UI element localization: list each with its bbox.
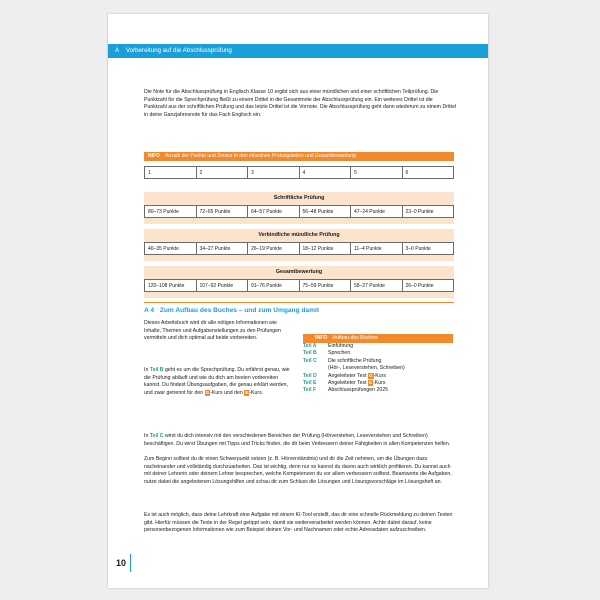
points-cell: 26–19 Punkte [248,243,300,255]
points-cell: 40–35 Punkte [145,243,197,255]
info-tag: INFO [315,335,328,341]
points-cell: 26–0 Punkte [402,280,454,292]
total-score-table [144,279,454,292]
points-cell: 120–108 Punkte [145,280,197,292]
part-desc-suffix: -Kurs [373,372,386,379]
section-title: Verbindliche mündliche Prüfung [144,229,454,241]
list-item [303,387,453,394]
grade-cell: 4 [299,167,351,179]
written-exam-table [144,205,454,218]
points-cell: 72–65 Punkte [196,206,248,218]
part-label: Teil E [303,380,317,387]
page-number-rule [130,554,131,572]
e-course-badge: E [245,389,249,395]
table-row [145,167,454,179]
info-box-header [303,334,453,343]
document-page [108,14,488,588]
p3-pre: In [144,433,149,439]
part-label [303,365,328,372]
chapter-section-letter: A [115,47,120,54]
part-desc: Abschlussprüfungen 2025 [328,387,388,394]
p2-pre: In [144,367,149,373]
page-number: 10 [116,558,127,568]
grade-cell: 5 [351,167,403,179]
part-label: Teil C [303,357,317,364]
a4-title: Zum Aufbau des Buches – und zum Umgang damit [159,307,319,314]
part-desc: (Hör-, Leseverstehen, Schreiben) [328,365,405,372]
a4-paragraph-4: Zum Beginn solltest du dir einen Schwerpunkt setzen (z. B. Hörverständnis) und dir die Zeit nehmen, um die Übungen dazu nacheinander und vollständig durchzuarbeiten. Das ist wichtig, denn nur so kannst du davon auch wirklich profitieren. Du kannst auch mit deiner Lehrerin oder deinem Lehrer besprechen, welche Kompetenzen du vor allem verbessern solltest. Beantworte die Aufgaben, nutze dabei die angebotenen Lösungshilfen und schau dir zum Schluss die Lösungen und Lösungsvorschläge im Lösungsheft an. [144,456,452,485]
points-cell: 47–24 Punkte [351,206,403,218]
points-cell: 34–27 Punkte [196,243,248,255]
points-cell: 75–59 Punkte [299,280,351,292]
grade-row-table [144,166,454,179]
book-structure-info-box [303,334,453,395]
points-cell: 91–76 Punkte [248,280,300,292]
points-cell: 58–27 Punkte [351,280,403,292]
part-label: Teil D [303,372,317,379]
info-table-title: Anzahl der Punkte und Zensur in den einzelnen Prüfungsteilen und Gesamtbewertung [165,153,356,159]
part-desc-suffix: -Kurs [373,380,386,387]
a4-paragraph-1: Dieses Arbeitsbuch wird dir alle nötigen Informationen wie Inhalte, Themen und Aufgabenstellungen zu den Prüfungen vermitteln und dich optimal auf beide vorbereiten. [144,320,281,342]
p2-text: geht es um die Sprechprüfung. Du erfährst genau, wie die Prüfung abläuft und wie du dich am besten vorbereiten kannst. Du findest Übungsaufgaben, die genau erklärt werden, und zwar getrennt für den [144,367,290,396]
part-desc [328,373,453,380]
part-desc: Sprechen [328,350,351,357]
part-desc: Die schriftliche Prüfung [328,357,382,364]
part-desc-text: Angeleiteter Test [328,372,367,379]
points-cell: 56–48 Punkte [299,206,351,218]
grade-cell: 2 [196,167,248,179]
grade-cell: 3 [248,167,300,179]
e-course-badge: E [369,380,373,386]
points-cell: 107–92 Punkte [196,280,248,292]
table-row [145,243,454,255]
info-box-title: Aufbau des Buches [332,335,378,341]
part-label: Teil F [303,387,317,394]
g-course-badge: G [205,389,210,395]
chapter-header [108,44,488,58]
a4-paragraph-5: Es ist auch möglich, dass deine Lehrkraft eine Aufgabe mit einem KI-Tool erstellt, das dir eine schnelle Rückmeldung zu deinen Texten gibt. Hierfür müssen die Texte in der Regel getippt sein, damit sie weiterverarbeitet werden können. Achte dabei darauf, keine personenbezogenen Informationen wie zum Beispiel deinen Vor- und Nachnamen oder echte Adressdaten aufzuschreiben. [144,512,453,534]
p3-teil: Teil C [149,433,164,439]
table-row [145,280,454,292]
list-item [303,343,453,350]
points-cell: 11–4 Punkte [351,243,403,255]
list-item [303,350,453,357]
a4-heading [144,307,454,314]
a4-paragraph-2 [144,367,294,397]
chapter-title: Vorbereitung auf die Abschlussprüfung [125,47,232,54]
list-item [303,373,453,380]
part-label: Teil A [303,343,317,349]
a4-number: A 4 [144,307,155,314]
part-desc [328,380,453,387]
part-desc: Einführung [328,343,354,349]
list-item [303,380,453,387]
part-label: Teil B [303,350,317,357]
list-item [303,358,453,365]
points-cell: 64–57 Punkte [248,206,300,218]
points-cell: 3–0 Punkte [402,243,454,255]
points-cell: 80–73 Punkte [145,206,197,218]
list-item [303,365,453,372]
points-cell: 18–12 Punkte [299,243,351,255]
p3-text: wirst du dich intensiv mit den verschiedenen Bereichen der Prüfung (Hörverstehen, Leseverstehen und Schreiben) beschäftigen. Du wirst Übungen mit Tipps und Tricks finden, die dir beim Verbessern deiner Fähigkeiten in allen Kompetenzen helfen. [144,433,451,447]
info-table-banner [144,152,454,161]
info-tag: INFO [148,153,160,159]
a4-paragraph-3 [144,433,456,448]
oral-exam-table [144,242,454,255]
points-cell: 23–0 Punkte [402,206,454,218]
part-desc-text: Angeleiteter Test [328,380,367,387]
table-row [145,206,454,218]
p2-end: -Kurs. [249,389,264,396]
g-course-badge: G [369,372,373,378]
p2-mid: -Kurs und den [210,389,243,396]
grade-cell: 6 [402,167,454,179]
section-title: Gesamtbewertung [144,266,454,278]
p2-teil: Teil B [149,367,164,373]
grade-cell: 1 [145,167,197,179]
section-title: Schriftliche Prüfung [144,192,454,204]
section-divider [144,302,454,303]
intro-paragraph: Die Note für die Abschlussprüfung in Englisch Klasse 10 ergibt sich aus einer mündlichen und einer schriftlichen Teilprüfung. Die Punktzahl für die Sprechprüfung fließt zu einem Drittel in die Gesamtnote der Abschlussprüfung ein. Ein weiteres Drittel ist die Punktzahl aus der schriftlichen Prüfung und das letzte Drittel ist die Vornote. Die Abschlussprüfung geht dann wiederum zu einem Drittel in deine Ganzjahresnote für das Fach Englisch ein. [144,89,456,118]
